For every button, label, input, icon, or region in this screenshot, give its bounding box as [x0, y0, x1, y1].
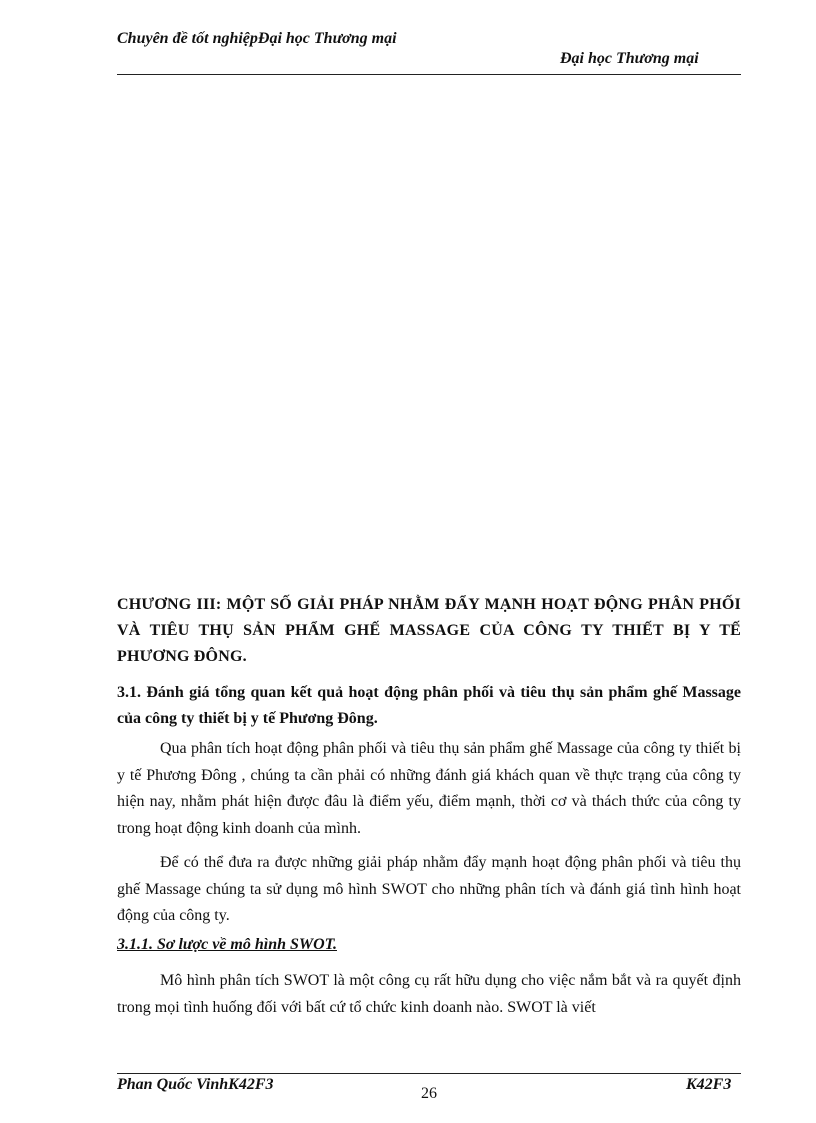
paragraph-swot-definition: Mô hình phân tích SWOT là một công cụ rất hữu dụng cho việc nắm bắt và ra quyết định trong mọi tình huống đối với bất cứ tổ chức kinh doanh nào. SWOT là viết	[117, 972, 741, 1016]
chapter-title: CHƯƠNG III: MỘT SỐ GIẢI PHÁP NHẰM ĐẨY MẠNH HOẠT ĐỘNG PHÂN PHỐI VÀ TIÊU THỤ SẢN PHẨM GHẾ MASSAGE CỦA CÔNG TY THIẾT BỊ Y TẾ PHƯƠNG ĐÔNG.	[117, 596, 741, 665]
paragraph-intro: Qua phân tích hoạt động phân phối và tiêu thụ sản phẩm ghế Massage của công ty thiết bị y tế Phương Đông , chúng ta cần phải có những đánh giá khách quan về thực trạng của công ty hiện nay, nhằm phát hiện được đâu là điểm yếu, điểm mạnh, thời cơ và thách thức của công ty trong hoạt động kinh doanh của mình.	[117, 740, 741, 837]
footer-class-code: K42F3	[686, 1076, 732, 1093]
page-number: 26	[421, 1085, 437, 1102]
subsection-title: 3.1.1. Sơ lược về mô hình SWOT.	[117, 936, 337, 953]
header-left-title: Chuyên đề tốt nghiệpĐại học Thương mại	[117, 30, 397, 47]
header-right-title: Đại học Thương mại	[560, 50, 699, 67]
footer-author: Phan Quốc VinhK42F3	[117, 1076, 274, 1093]
header-rule	[117, 74, 741, 75]
paragraph-swot-purpose: Để có thể đưa ra được những giải pháp nhằm đẩy mạnh hoạt động phân phối và tiêu thụ ghế Massage chúng ta sử dụng mô hình SWOT cho những phân tích và đánh giá tình hình hoạt động của công ty.	[117, 854, 741, 924]
footer-rule	[117, 1073, 741, 1074]
section-title: 3.1. Đánh giá tổng quan kết quả hoạt động phân phối và tiêu thụ sản phẩm ghế Massage của công ty thiết bị y tế Phương Đông.	[117, 684, 741, 727]
